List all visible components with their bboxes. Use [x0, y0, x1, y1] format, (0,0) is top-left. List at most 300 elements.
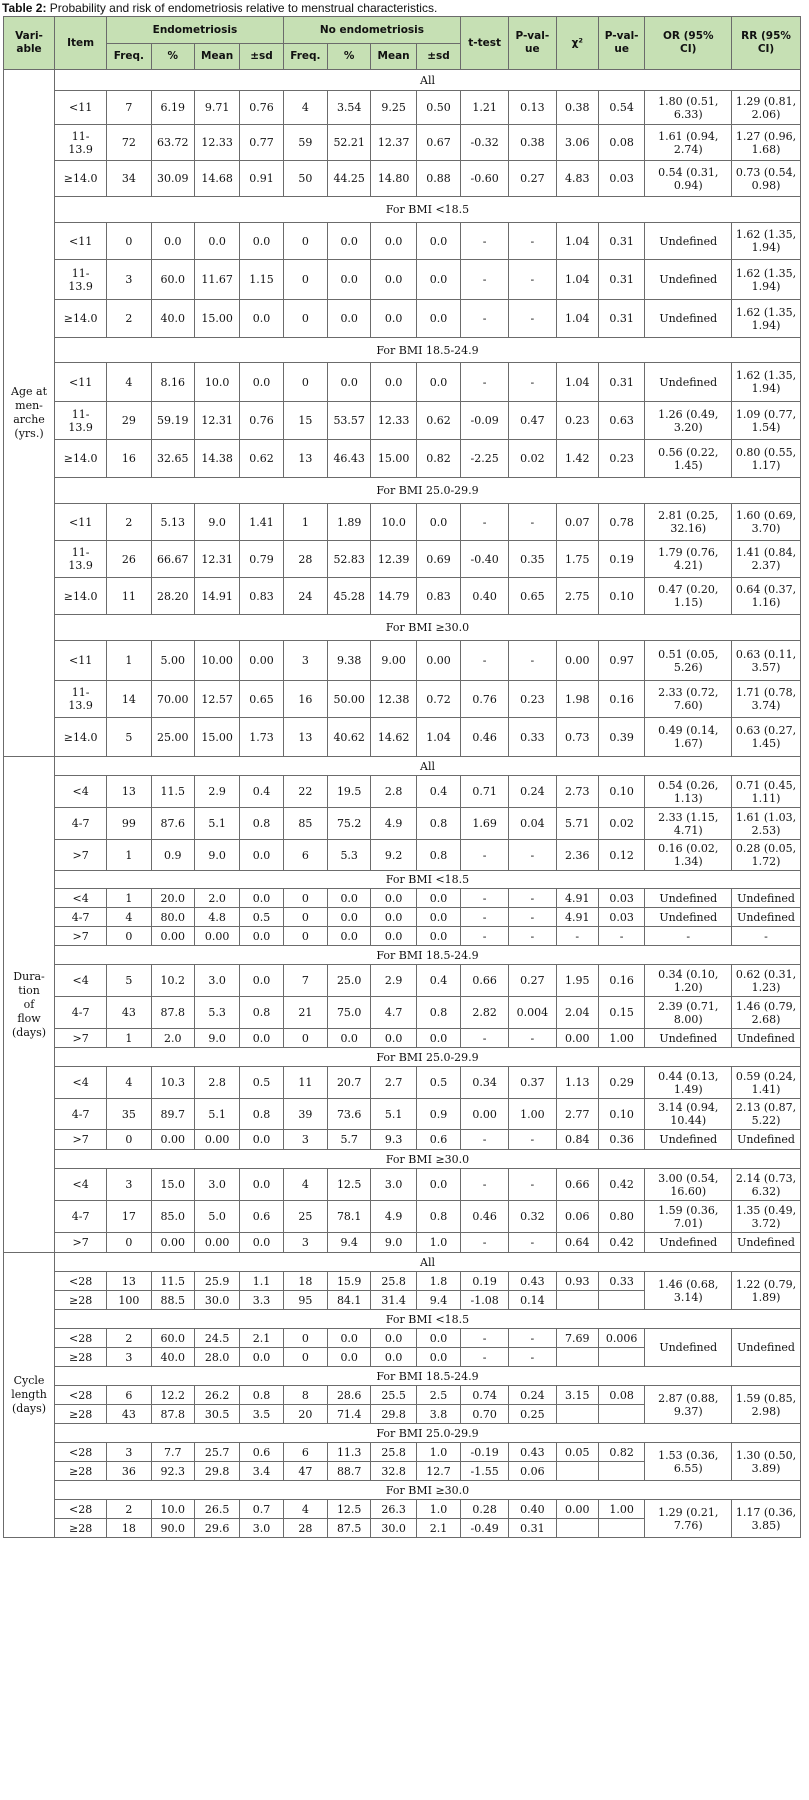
data-cell: 1.21 — [461, 91, 509, 125]
data-cell: 87.6 — [151, 808, 194, 840]
header-relative-risk: RR (95% CI) — [732, 17, 801, 70]
section-row — [4, 1367, 801, 1386]
data-cell: 20.0 — [151, 889, 194, 908]
data-cell: 5 — [107, 965, 151, 997]
table-row — [4, 808, 801, 840]
table-row — [4, 363, 801, 402]
data-cell: 0.93 — [556, 1272, 598, 1291]
data-cell: 0.40 — [508, 1500, 556, 1519]
data-cell: - — [461, 300, 509, 338]
data-cell: 3 — [107, 1169, 151, 1201]
data-cell: 1.75 — [556, 541, 598, 578]
data-cell: 0.16 — [598, 965, 645, 997]
item-cell: <11 — [55, 363, 107, 402]
data-cell: 9.2 — [371, 840, 417, 871]
data-cell: 78.1 — [328, 1201, 371, 1233]
data-cell: 25 — [283, 1201, 327, 1233]
data-cell: 4.9 — [371, 1201, 417, 1233]
data-cell: 0.25 — [508, 1405, 556, 1424]
data-cell: 28.6 — [328, 1386, 371, 1405]
data-cell: 0.35 — [508, 541, 556, 578]
data-cell: 73.6 — [328, 1099, 371, 1130]
section-row — [4, 1253, 801, 1272]
data-cell: 0.0 — [194, 223, 240, 260]
data-cell: 3.0 — [194, 965, 240, 997]
data-cell: 0.03 — [598, 161, 645, 197]
data-cell: 1.89 — [328, 504, 371, 541]
data-cell: 0.0 — [328, 223, 371, 260]
data-cell: 0.36 — [598, 1130, 645, 1150]
data-cell: 10.0 — [371, 504, 417, 541]
data-cell: 0.0 — [240, 1348, 283, 1367]
item-cell: <4 — [55, 1169, 107, 1201]
item-cell: 11- 13.9 — [55, 125, 107, 161]
header-p-value-chi: P-val- ue — [598, 17, 645, 70]
header-sd: ±sd — [416, 44, 460, 70]
data-cell: -1.08 — [461, 1291, 509, 1310]
data-cell: 46.43 — [328, 440, 371, 478]
data-cell: 0.0 — [371, 927, 417, 946]
data-cell: 4.8 — [194, 908, 240, 927]
data-cell: - — [508, 927, 556, 946]
data-cell: 0.00 — [556, 641, 598, 681]
data-cell: 0.76 — [461, 681, 509, 718]
data-cell: 0.0 — [240, 927, 283, 946]
data-cell: 0.38 — [508, 125, 556, 161]
data-cell: 25.00 — [151, 718, 194, 757]
data-cell: 4 — [283, 1500, 327, 1519]
section-label: For BMI 25.0-29.9 — [55, 1424, 801, 1443]
data-cell: 0.006 — [598, 1329, 645, 1348]
data-cell: - — [508, 840, 556, 871]
data-cell: 0.88 — [416, 161, 460, 197]
data-cell: 0.70 — [461, 1405, 509, 1424]
data-cell: 1.00 — [598, 1500, 645, 1519]
table-row — [4, 1386, 801, 1405]
data-cell: - — [508, 1130, 556, 1150]
data-cell: 0.0 — [328, 260, 371, 300]
data-cell: 10.0 — [151, 1500, 194, 1519]
data-cell: 43 — [107, 1405, 151, 1424]
data-cell: 0.65 — [508, 578, 556, 615]
item-cell: 11- 13.9 — [55, 260, 107, 300]
table-row — [4, 578, 801, 615]
item-cell: <4 — [55, 1067, 107, 1099]
data-cell: 3.3 — [240, 1291, 283, 1310]
data-cell: 2.82 — [461, 997, 509, 1029]
item-cell: ≥28 — [55, 1462, 107, 1481]
data-cell: 25.5 — [371, 1386, 417, 1405]
data-cell: 15.9 — [328, 1272, 371, 1291]
data-cell: 3.0 — [240, 1519, 283, 1538]
table-row — [4, 504, 801, 541]
table-row — [4, 260, 801, 300]
data-cell: 0.8 — [240, 1386, 283, 1405]
data-cell: 0.0 — [416, 1169, 460, 1201]
section-row — [4, 871, 801, 889]
data-cell: - — [598, 927, 645, 946]
data-cell: 3 — [107, 1348, 151, 1367]
data-cell: 31.4 — [371, 1291, 417, 1310]
item-cell: <4 — [55, 889, 107, 908]
data-cell: 0.06 — [508, 1462, 556, 1481]
data-cell: 0.51 (0.05, 5.26) — [645, 641, 732, 681]
data-cell: 25.0 — [328, 965, 371, 997]
data-cell: 2.36 — [556, 840, 598, 871]
data-cell: 0.0 — [240, 1233, 283, 1253]
data-cell: 0.63 (0.11, 3.57) — [732, 641, 801, 681]
data-cell: 5.00 — [151, 641, 194, 681]
item-cell: ≥28 — [55, 1291, 107, 1310]
data-cell: 7.69 — [556, 1329, 598, 1348]
data-cell: 95 — [283, 1291, 327, 1310]
data-cell: 1.62 (1.35, 1.94) — [732, 260, 801, 300]
data-cell: 29.8 — [194, 1462, 240, 1481]
data-cell: 0.15 — [598, 997, 645, 1029]
data-cell: - — [508, 260, 556, 300]
data-cell: Undefined — [645, 1130, 732, 1150]
section-label: For BMI 25.0-29.9 — [55, 478, 801, 504]
table-row — [4, 541, 801, 578]
data-cell: 1.26 (0.49, 3.20) — [645, 402, 732, 440]
data-cell: 0.71 — [461, 776, 509, 808]
data-cell: 0.19 — [598, 541, 645, 578]
data-cell: 0 — [283, 223, 327, 260]
data-cell: 0.0 — [240, 223, 283, 260]
data-cell: 20.7 — [328, 1067, 371, 1099]
data-cell: 0.39 — [598, 718, 645, 757]
data-cell — [556, 1291, 598, 1310]
data-cell: 0.69 — [416, 541, 460, 578]
data-cell: 1.73 — [240, 718, 283, 757]
data-cell: 0.0 — [328, 1329, 371, 1348]
data-cell: 1.95 — [556, 965, 598, 997]
data-cell: 9.0 — [194, 1029, 240, 1048]
data-cell: 12.2 — [151, 1386, 194, 1405]
data-cell: 50.00 — [328, 681, 371, 718]
data-cell — [598, 1405, 645, 1424]
section-row — [4, 946, 801, 965]
data-cell: 5 — [107, 718, 151, 757]
data-cell: 11 — [283, 1067, 327, 1099]
data-cell: 0.6 — [240, 1201, 283, 1233]
item-cell: <28 — [55, 1386, 107, 1405]
data-cell: 0 — [283, 300, 327, 338]
data-cell: 12.39 — [371, 541, 417, 578]
data-cell: - — [461, 1130, 509, 1150]
data-cell: 1.42 — [556, 440, 598, 478]
item-cell: <11 — [55, 641, 107, 681]
table-row — [4, 161, 801, 197]
data-cell: 0.91 — [240, 161, 283, 197]
data-cell: 0.14 — [508, 1291, 556, 1310]
data-cell: 0.8 — [240, 808, 283, 840]
data-cell: 0.8 — [416, 1201, 460, 1233]
data-cell — [556, 1348, 598, 1367]
data-cell: 0.43 — [508, 1272, 556, 1291]
table-row — [4, 1067, 801, 1099]
data-cell: 0.19 — [461, 1272, 509, 1291]
data-cell: 0.0 — [240, 300, 283, 338]
data-cell: 3.54 — [328, 91, 371, 125]
data-cell: 9.4 — [328, 1233, 371, 1253]
section-label: For BMI 25.0-29.9 — [55, 1048, 801, 1067]
data-cell — [556, 1405, 598, 1424]
data-cell: 14 — [107, 681, 151, 718]
data-cell: 0.0 — [416, 1329, 460, 1348]
data-cell: - — [508, 1329, 556, 1348]
data-cell: 22 — [283, 776, 327, 808]
data-cell: 14.91 — [194, 578, 240, 615]
data-cell: 3.15 — [556, 1386, 598, 1405]
data-cell: 2 — [107, 1329, 151, 1348]
data-cell: 29 — [107, 402, 151, 440]
data-cell: 4 — [107, 1067, 151, 1099]
data-cell: 29.8 — [371, 1405, 417, 1424]
data-cell: 0.47 — [508, 402, 556, 440]
data-cell: 0.46 — [461, 718, 509, 757]
data-cell: 1.62 (1.35, 1.94) — [732, 363, 801, 402]
data-cell: 0.00 — [194, 927, 240, 946]
data-cell: 12.7 — [416, 1462, 460, 1481]
variable-cell: Dura- tion of flow (days) — [4, 757, 55, 1253]
data-cell: 0.0 — [371, 1348, 417, 1367]
data-cell: 0.31 — [598, 223, 645, 260]
odds-ratio-cell: Undefined — [645, 1329, 732, 1367]
data-cell: 0.0 — [371, 300, 417, 338]
item-cell: ≥14.0 — [55, 718, 107, 757]
data-cell: 26.2 — [194, 1386, 240, 1405]
data-cell: 0.0 — [328, 908, 371, 927]
data-cell: - — [461, 1329, 509, 1348]
section-row — [4, 1424, 801, 1443]
data-cell: 90.0 — [151, 1519, 194, 1538]
data-cell: 0.0 — [416, 260, 460, 300]
item-cell: <4 — [55, 965, 107, 997]
data-cell: 28.20 — [151, 578, 194, 615]
data-cell: 12.33 — [194, 125, 240, 161]
data-cell: 14.68 — [194, 161, 240, 197]
header-mean: Mean — [371, 44, 417, 70]
data-cell: 1.79 (0.76, 4.21) — [645, 541, 732, 578]
data-cell: 0.8 — [240, 997, 283, 1029]
data-cell: -0.19 — [461, 1443, 509, 1462]
data-cell: 0 — [283, 908, 327, 927]
data-cell: -0.09 — [461, 402, 509, 440]
table-caption — [0, 0, 809, 16]
section-label: For BMI <18.5 — [55, 871, 801, 889]
data-cell: 0.004 — [508, 997, 556, 1029]
table-row — [4, 840, 801, 871]
data-cell: 0.00 — [240, 641, 283, 681]
table-body — [4, 70, 801, 1538]
data-cell: - — [508, 1029, 556, 1048]
section-label: All — [55, 1253, 801, 1272]
item-cell: ≥14.0 — [55, 161, 107, 197]
header-freq: Freq. — [107, 44, 151, 70]
data-cell: 0.66 — [461, 965, 509, 997]
data-cell: 0.0 — [416, 504, 460, 541]
data-cell: - — [508, 1169, 556, 1201]
data-cell: 0.38 — [556, 91, 598, 125]
data-cell: 0 — [283, 260, 327, 300]
data-cell: 92.3 — [151, 1462, 194, 1481]
data-cell: 39 — [283, 1099, 327, 1130]
data-cell: 32.65 — [151, 440, 194, 478]
data-cell: 0.0 — [240, 1029, 283, 1048]
data-cell: 2.9 — [371, 965, 417, 997]
data-cell: 0.64 — [556, 1233, 598, 1253]
data-cell: 0.0 — [240, 363, 283, 402]
data-cell: 1.62 (1.35, 1.94) — [732, 300, 801, 338]
data-cell: - — [508, 1348, 556, 1367]
data-cell: 0.71 (0.45, 1.11) — [732, 776, 801, 808]
item-cell: <11 — [55, 91, 107, 125]
data-cell: 0.56 (0.22, 1.45) — [645, 440, 732, 478]
data-cell: 10.3 — [151, 1067, 194, 1099]
data-cell: 2.5 — [416, 1386, 460, 1405]
data-cell: 1.61 (0.94, 2.74) — [645, 125, 732, 161]
data-cell: 30.09 — [151, 161, 194, 197]
data-cell: 0.00 — [416, 641, 460, 681]
data-cell: 3.14 (0.94, 10.44) — [645, 1099, 732, 1130]
data-cell: 0.10 — [598, 776, 645, 808]
data-cell: 0.42 — [598, 1233, 645, 1253]
data-cell: 4 — [107, 363, 151, 402]
data-cell: 0.62 — [240, 440, 283, 478]
data-cell: 40.62 — [328, 718, 371, 757]
data-cell: 1.09 (0.77, 1.54) — [732, 402, 801, 440]
data-cell: 3.4 — [240, 1462, 283, 1481]
data-cell: 59.19 — [151, 402, 194, 440]
data-cell: 2.33 (0.72, 7.60) — [645, 681, 732, 718]
data-cell: 71.4 — [328, 1405, 371, 1424]
data-cell: 7 — [283, 965, 327, 997]
data-cell: 11 — [107, 578, 151, 615]
item-cell: 4-7 — [55, 997, 107, 1029]
data-cell: 14.62 — [371, 718, 417, 757]
table-row — [4, 1272, 801, 1291]
header-variable: Vari- able — [4, 17, 55, 70]
data-cell: 0.10 — [598, 578, 645, 615]
table-row — [4, 91, 801, 125]
table-row — [4, 1099, 801, 1130]
data-cell: 88.5 — [151, 1291, 194, 1310]
data-cell: 1.8 — [416, 1272, 460, 1291]
data-cell: 2.04 — [556, 997, 598, 1029]
data-cell: 12.33 — [371, 402, 417, 440]
data-cell: 0.82 — [416, 440, 460, 478]
section-row — [4, 1481, 801, 1500]
item-cell: <11 — [55, 504, 107, 541]
data-cell: 0.0 — [416, 908, 460, 927]
data-cell: 9.0 — [194, 504, 240, 541]
data-cell: 0.02 — [598, 808, 645, 840]
table-row — [4, 681, 801, 718]
data-cell: 0.80 (0.55, 1.17) — [732, 440, 801, 478]
data-cell: 0.44 (0.13, 1.49) — [645, 1067, 732, 1099]
data-cell: 26.5 — [194, 1500, 240, 1519]
data-cell: 0.28 — [461, 1500, 509, 1519]
data-cell: 1.71 (0.78, 3.74) — [732, 681, 801, 718]
data-cell: 3 — [107, 1443, 151, 1462]
data-cell: 0.31 — [598, 300, 645, 338]
data-cell: 99 — [107, 808, 151, 840]
data-cell: 0.0 — [240, 840, 283, 871]
item-cell: ≥28 — [55, 1519, 107, 1538]
data-cell: 4.91 — [556, 908, 598, 927]
data-cell: 40.0 — [151, 1348, 194, 1367]
variable-cell: Cycle length (days) — [4, 1253, 55, 1538]
data-cell: 1.00 — [598, 1029, 645, 1048]
data-cell: 3 — [283, 1130, 327, 1150]
table-row — [4, 641, 801, 681]
data-cell: Undefined — [732, 1130, 801, 1150]
data-cell: 0.0 — [416, 300, 460, 338]
data-cell: 11.5 — [151, 1272, 194, 1291]
data-cell: 12.5 — [328, 1500, 371, 1519]
data-cell: 13 — [283, 718, 327, 757]
data-cell: 1.15 — [240, 260, 283, 300]
data-cell: 25.8 — [371, 1272, 417, 1291]
odds-ratio-cell: 1.46 (0.68, 3.14) — [645, 1272, 732, 1310]
data-cell: 0.9 — [416, 1099, 460, 1130]
data-cell: 4.9 — [371, 808, 417, 840]
data-cell: - — [508, 223, 556, 260]
data-cell: 2.81 (0.25, 32.16) — [645, 504, 732, 541]
data-cell: 0.00 — [194, 1233, 240, 1253]
data-cell: 0.54 — [598, 91, 645, 125]
data-cell: 0.00 — [556, 1029, 598, 1048]
data-cell: 16 — [283, 681, 327, 718]
section-label: For BMI 18.5-24.9 — [55, 946, 801, 965]
data-cell: 75.0 — [328, 997, 371, 1029]
data-cell: 0.0 — [416, 1348, 460, 1367]
data-cell — [556, 1462, 598, 1481]
data-cell: 2.0 — [151, 1029, 194, 1048]
data-cell: 10.00 — [194, 641, 240, 681]
item-cell: 11- 13.9 — [55, 402, 107, 440]
data-cell: 0.8 — [416, 840, 460, 871]
section-row — [4, 197, 801, 223]
data-cell: 9.0 — [371, 1233, 417, 1253]
data-cell: 25.8 — [371, 1443, 417, 1462]
data-cell: 2.7 — [371, 1067, 417, 1099]
section-row — [4, 615, 801, 641]
table-row — [4, 1500, 801, 1519]
data-cell: Undefined — [732, 1029, 801, 1048]
table-row — [4, 1130, 801, 1150]
table-row — [4, 1443, 801, 1462]
data-cell: 3.0 — [371, 1169, 417, 1201]
data-cell: 0.28 (0.05, 1.72) — [732, 840, 801, 871]
data-cell: 9.71 — [194, 91, 240, 125]
data-cell: 9.38 — [328, 641, 371, 681]
item-cell: <11 — [55, 223, 107, 260]
data-cell: 9.4 — [416, 1291, 460, 1310]
data-cell: 26 — [107, 541, 151, 578]
data-cell: 0.80 — [598, 1201, 645, 1233]
data-cell: 1.29 (0.81, 2.06) — [732, 91, 801, 125]
item-cell: >7 — [55, 840, 107, 871]
data-cell: 0.04 — [508, 808, 556, 840]
data-cell: 1 — [107, 1029, 151, 1048]
data-cell: 0.83 — [416, 578, 460, 615]
data-cell: 0.07 — [556, 504, 598, 541]
data-cell: 2.8 — [194, 1067, 240, 1099]
table-row — [4, 1329, 801, 1348]
data-cell: 80.0 — [151, 908, 194, 927]
